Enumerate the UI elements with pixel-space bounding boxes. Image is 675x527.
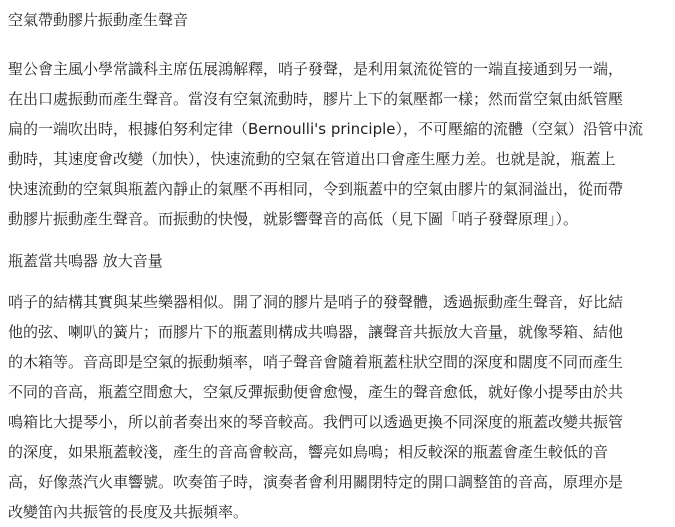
paragraph-line: 哨子的結構其實與某些樂器相似。開了洞的膠片是哨子的發聲體，透過振動產生聲音，好比結 [8,293,624,311]
paragraph-line: 改變笛內共振管的長度及共振頻率。 [8,503,249,521]
section-heading-resonator: 瓶蓋當共鳴器 放大音量 [8,252,163,270]
paragraph-line: 聖公會主風小學常識科主席伍展鴻解釋，哨子發聲，是利用氣流從管的一端直接通到另一端， [8,60,624,78]
paragraph-line: 他的弦、喇叭的簧片；而膠片下的瓶蓋則構成共鳴器，讓聲音共振放大音量，就像琴箱、結他 [8,323,624,341]
paragraph-line: 快速流動的空氣與瓶蓋內靜止的氣壓不再相同，令到瓶蓋中的空氣由膠片的氣洞溢出，從而帶 [8,180,624,198]
paragraph-line: 扁的一端吹出時，根據伯努利定律（Bernoulli's principle），不可壓縮的流體（空氣）沿管中流 [8,120,644,138]
paragraph-line: 的木箱等。音高即是空氣的振動頻率，哨子聲音會隨着瓶蓋柱狀空間的深度和闊度不同而產生 [8,353,624,371]
paragraph-line: 動膠片振動產生聲音。而振動的快慢，就影響聲音的高低（見下圖「哨子發聲原理」）。 [8,210,579,228]
paragraph-resonator [8,287,668,527]
section-heading-sound-production: 空氣帶動膠片振動產生聲音 [8,11,189,29]
paragraph-line: 不同的音高，瓶蓋空間愈大，空氣反彈振動便會愈慢，產生的聲音愈低，就好像小提琴由於共 [8,383,624,401]
paragraph-line: 在出口處振動而產生聲音。當沒有空氣流動時，膠片上下的氣壓都一樣；然而當空氣由紙管壓 [8,90,624,108]
paragraph-line: 動時，其速度會改變（加快），快速流動的空氣在管道出口會產生壓力差。也就是說，瓶蓋上 [8,150,616,168]
paragraph-whistle-principle [8,54,668,234]
paragraph-line: 高，好像蒸汽火車響號。吹奏笛子時，演奏者會利用關閉特定的開口調整笛的音高，原理亦是 [8,473,624,491]
paragraph-line: 的深度，如果瓶蓋較淺，產生的音高會較高，響亮如鳥鳴；相反較深的瓶蓋會產生較低的音 [8,443,609,461]
paragraph-line: 鳴箱比大提琴小，所以前者奏出來的琴音較高。我們可以透過更換不同深度的瓶蓋改變共振管 [8,413,624,431]
